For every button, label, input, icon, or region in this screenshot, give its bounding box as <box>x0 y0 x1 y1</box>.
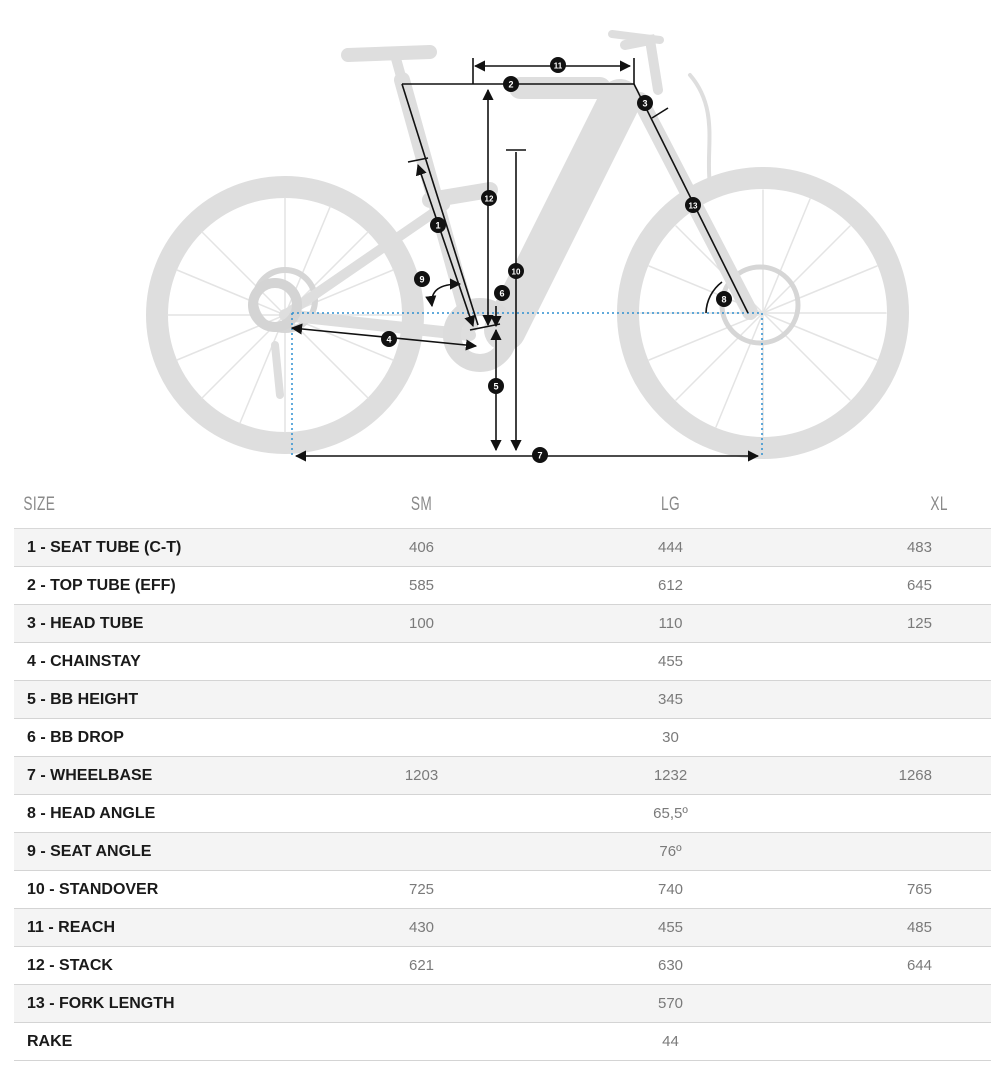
header-xl: XL <box>850 482 991 529</box>
table-row <box>14 567 991 605</box>
geometry-table <box>14 482 991 1061</box>
table-row <box>14 947 991 985</box>
cell-lg: 30 <box>546 719 795 757</box>
header-size: SIZE <box>14 482 218 529</box>
table-row <box>14 719 991 757</box>
cell-xl <box>795 833 991 871</box>
row-label: 4 - CHAINSTAY <box>14 643 297 681</box>
cell-sm: 621 <box>297 947 546 985</box>
cell-lg: 110 <box>546 605 795 643</box>
row-label: 12 - STACK <box>14 947 297 985</box>
cell-xl: 765 <box>795 871 991 909</box>
row-label: RAKE <box>14 1023 297 1061</box>
cell-lg: 630 <box>546 947 795 985</box>
row-label: 2 - TOP TUBE (EFF) <box>14 567 297 605</box>
cell-lg: 345 <box>546 681 795 719</box>
table-row <box>14 871 991 909</box>
cell-sm: 585 <box>297 567 546 605</box>
marker-11 <box>550 57 566 73</box>
table-row <box>14 757 991 795</box>
cell-sm: 725 <box>297 871 546 909</box>
cell-lg: 455 <box>546 643 795 681</box>
marker-10 <box>508 263 524 279</box>
marker-13 <box>685 197 701 213</box>
marker-8 <box>716 291 732 307</box>
table-body <box>14 529 991 1061</box>
svg-text:10: 10 <box>511 267 521 277</box>
cell-xl: 485 <box>795 909 991 947</box>
table-header-row <box>14 482 991 529</box>
cell-sm <box>297 1023 546 1061</box>
cell-xl <box>795 719 991 757</box>
frame-down-tube <box>505 100 620 330</box>
cell-sm: 430 <box>297 909 546 947</box>
cell-xl: 645 <box>795 567 991 605</box>
cell-lg: 44 <box>546 1023 795 1061</box>
svg-text:13: 13 <box>688 201 698 211</box>
marker-9 <box>414 271 430 287</box>
row-label: 8 - HEAD ANGLE <box>14 795 297 833</box>
cell-sm <box>297 719 546 757</box>
header-sm: SM <box>332 482 511 529</box>
cell-sm <box>297 681 546 719</box>
marker-12 <box>481 190 497 206</box>
row-label: 13 - FORK LENGTH <box>14 985 297 1023</box>
row-label: 7 - WHEELBASE <box>14 757 297 795</box>
svg-text:8: 8 <box>721 294 727 305</box>
table-row <box>14 795 991 833</box>
table-row <box>14 529 991 567</box>
cell-xl: 1268 <box>795 757 991 795</box>
cell-lg: 444 <box>546 529 795 567</box>
table-row <box>14 605 991 643</box>
svg-text:1: 1 <box>435 220 441 231</box>
svg-text:11: 11 <box>553 61 563 71</box>
marker-2 <box>503 76 519 92</box>
svg-text:5: 5 <box>493 381 499 392</box>
svg-text:6: 6 <box>499 288 505 299</box>
cell-sm: 1203 <box>297 757 546 795</box>
marker-7 <box>532 447 548 463</box>
cell-xl: 125 <box>795 605 991 643</box>
svg-text:2: 2 <box>508 79 514 90</box>
cell-lg: 76º <box>546 833 795 871</box>
bike-silhouette <box>157 34 898 448</box>
row-label: 3 - HEAD TUBE <box>14 605 297 643</box>
cell-xl <box>795 1023 991 1061</box>
svg-text:9: 9 <box>419 274 425 285</box>
marker-4 <box>381 331 397 347</box>
cell-xl <box>795 985 991 1023</box>
cell-xl: 483 <box>795 529 991 567</box>
svg-text:4: 4 <box>386 334 392 345</box>
cell-xl <box>795 681 991 719</box>
cell-sm <box>297 985 546 1023</box>
marker-1 <box>430 217 446 233</box>
marker-5 <box>488 378 504 394</box>
row-label: 9 - SEAT ANGLE <box>14 833 297 871</box>
table-row <box>14 833 991 871</box>
bike-geometry-diagram <box>0 0 991 478</box>
cell-lg: 1232 <box>546 757 795 795</box>
table-row <box>14 1023 991 1061</box>
cell-sm <box>297 643 546 681</box>
header-lg: LG <box>581 482 760 529</box>
row-label: 11 - REACH <box>14 909 297 947</box>
row-label: 6 - BB DROP <box>14 719 297 757</box>
cell-lg: 612 <box>546 567 795 605</box>
svg-text:12: 12 <box>484 194 494 204</box>
svg-text:7: 7 <box>537 450 543 461</box>
table-row <box>14 643 991 681</box>
svg-text:3: 3 <box>642 98 648 109</box>
cell-sm: 100 <box>297 605 546 643</box>
marker-3 <box>637 95 653 111</box>
cell-lg: 65,5º <box>546 795 795 833</box>
cell-sm <box>297 833 546 871</box>
row-label: 10 - STANDOVER <box>14 871 297 909</box>
cell-lg: 570 <box>546 985 795 1023</box>
table-row <box>14 681 991 719</box>
table-row <box>14 985 991 1023</box>
row-label: 5 - BB HEIGHT <box>14 681 297 719</box>
cell-lg: 455 <box>546 909 795 947</box>
table-row <box>14 909 991 947</box>
row-label: 1 - SEAT TUBE (C-T) <box>14 529 297 567</box>
cell-xl <box>795 795 991 833</box>
cell-lg: 740 <box>546 871 795 909</box>
cell-xl <box>795 643 991 681</box>
cell-sm: 406 <box>297 529 546 567</box>
cell-sm <box>297 795 546 833</box>
cell-xl: 644 <box>795 947 991 985</box>
marker-6 <box>494 285 510 301</box>
